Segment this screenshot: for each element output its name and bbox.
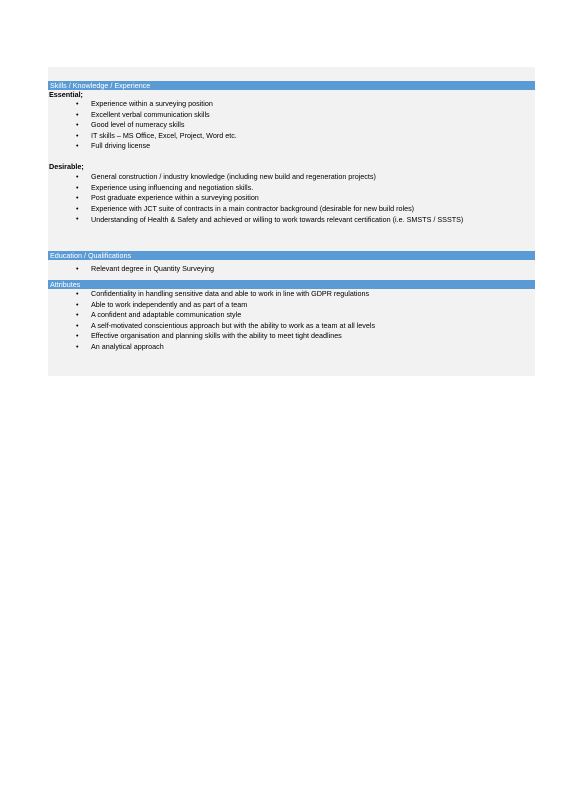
section-header-attributes: Attributes: [48, 280, 535, 289]
list-item-text: Post graduate experience within a surveying position: [91, 193, 259, 202]
list-item-text: Effective organisation and planning skills with the ability to meet tight deadlines: [91, 331, 342, 340]
bullet-icon: •: [76, 172, 79, 181]
list-item: [48, 110, 535, 121]
list-item-text: General construction / industry knowledge (including new build and regeneration projects): [91, 172, 376, 181]
list-item-text: Experience with JCT suite of contracts in a main contractor background (desirable for new build roles): [91, 203, 415, 213]
list-item-text: A self-motivated conscientious approach but with the ability to work as a team at all levels: [91, 320, 376, 330]
list-item: [48, 264, 535, 275]
desirable-label: Desirable;: [49, 162, 84, 171]
section-header-education: Education / Qualifications: [48, 251, 535, 260]
list-item-text: Experience using influencing and negotiation skills.: [91, 182, 254, 192]
list-item: [48, 310, 535, 321]
list-item: [48, 141, 535, 152]
list-item: [48, 321, 535, 332]
bullet-icon: •: [76, 264, 79, 273]
list-item: [48, 300, 535, 311]
list-item-text: Relevant degree in Quantity Surveying: [91, 264, 215, 273]
bullet-icon: •: [76, 203, 79, 213]
attributes-list: [48, 289, 535, 352]
list-item: [48, 99, 535, 110]
list-item: [48, 204, 535, 215]
bullet-icon: •: [76, 341, 79, 351]
essential-list: [48, 99, 535, 152]
bullet-icon: •: [76, 310, 79, 319]
list-item-text: IT skills – MS Office, Excel, Project, Word etc.: [91, 130, 237, 140]
list-item-text: Excellent verbal communication skills: [91, 109, 210, 119]
bullet-icon: •: [76, 331, 79, 340]
list-item-text: Understanding of Health & Safety and achieved or willing to work towards relevant certification (i.e. SMSTS / SSSTS): [91, 214, 464, 224]
list-item-text: A confident and adaptable communication style: [91, 310, 242, 319]
bullet-icon: •: [76, 109, 79, 119]
desirable-list: [48, 172, 535, 225]
section-header-skills: Skills / Knowledge / Experience: [48, 81, 535, 90]
list-item-text: Full driving license: [91, 141, 151, 150]
list-item: [48, 172, 535, 183]
bullet-icon: •: [76, 193, 79, 202]
bullet-icon: •: [76, 120, 79, 129]
list-item-text: An analytical approach: [91, 341, 164, 351]
list-item-text: Good level of numeracy skills: [91, 120, 185, 129]
list-item: [48, 120, 535, 131]
bullet-icon: •: [76, 141, 79, 150]
list-item: [48, 131, 535, 142]
bullet-icon: •: [76, 182, 79, 192]
list-item-text: Able to work independently and as part of a team: [91, 299, 248, 309]
essential-label: Essential;: [49, 90, 83, 99]
bullet-icon: •: [76, 99, 79, 108]
bullet-icon: •: [76, 130, 79, 140]
bullet-icon: •: [76, 214, 79, 223]
list-item: [48, 289, 535, 300]
bullet-icon: •: [76, 320, 79, 330]
list-item: [48, 193, 535, 204]
list-item: [48, 214, 535, 225]
list-item-text: Experience within a surveying position: [91, 99, 213, 108]
list-item: [48, 183, 535, 194]
bullet-icon: •: [76, 289, 79, 298]
list-item-text: Confidentiality in handling sensitive data and able to work in line with GDPR regulations: [91, 289, 370, 298]
education-list: [48, 264, 535, 275]
list-item: [48, 342, 535, 353]
list-item: [48, 331, 535, 342]
bullet-icon: •: [76, 299, 79, 309]
